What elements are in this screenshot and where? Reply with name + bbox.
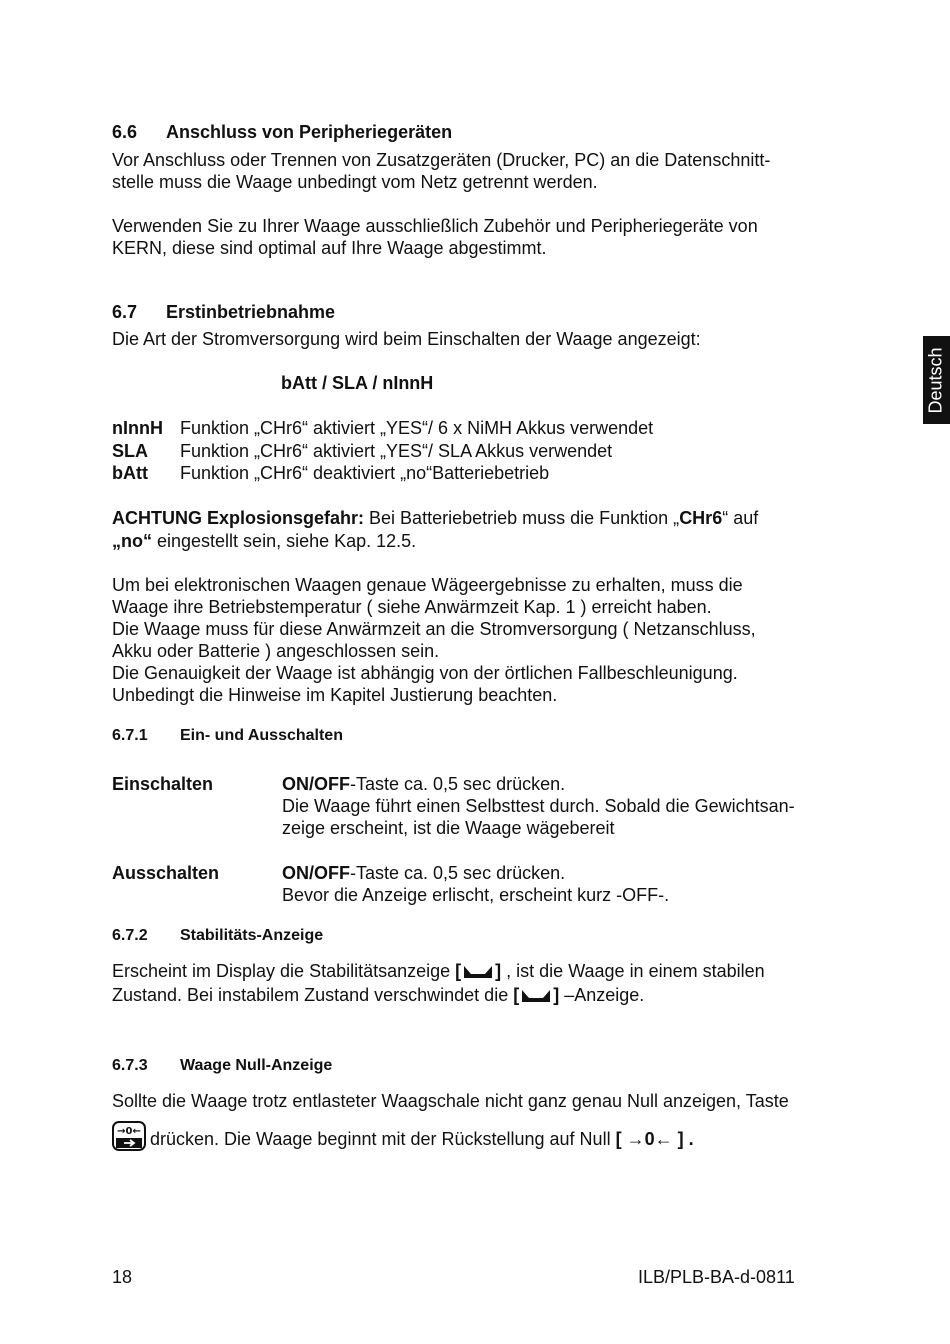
section-6-7-2-number: 6.7.2 <box>112 927 148 944</box>
s67-para-line: Um bei elektronischen Waagen genaue Wägeergebnisse zu erhalten, muss die <box>112 575 743 595</box>
zero-line2 <box>112 1121 694 1151</box>
s67-para-line: Waage ihre Betriebstemperatur ( siehe Anwärmzeit Kap. 1 ) erreicht haben. <box>112 597 712 617</box>
def-term: nInnH <box>112 418 163 438</box>
bracket-close: ] <box>495 961 502 981</box>
stab-text: Zustand. Bei instabilem Zustand verschwindet die <box>112 985 514 1005</box>
stab-text: –Anzeige. <box>559 985 645 1005</box>
warning-line2 <box>112 530 416 552</box>
section-6-6-number: 6.6 <box>112 122 138 142</box>
off-term: Ausschalten <box>112 863 220 883</box>
s67-para-line: Die Waage muss für diese Anwärmzeit an die Stromversorgung ( Netzanschluss, <box>112 619 756 639</box>
def-desc: Funktion „CHr6“ aktiviert „YES“/ SLA Akkus verwendet <box>180 441 613 461</box>
on-line3: zeige erscheint, ist die Waage wägebereit <box>282 818 615 838</box>
bracket-close: ] <box>553 985 560 1005</box>
warning-text: eingestellt sein, siehe Kap. 12.5. <box>152 531 417 551</box>
zero-key-label: →0← <box>117 1126 141 1137</box>
on-line1 <box>282 773 565 795</box>
warning-chr6: CHr6 <box>679 508 723 528</box>
language-tab <box>923 336 950 424</box>
document-id: ILB/PLB-BA-d-0811 <box>638 1267 795 1287</box>
section-6-7-2-title: Stabilitäts-Anzeige <box>180 927 324 944</box>
section-6-6-title: Anschluss von Peripheriegeräten <box>166 122 453 142</box>
onoff-key: ON/OFF <box>282 774 350 794</box>
zero-symbol: [ →0← ] . <box>615 1129 694 1149</box>
s67-para-line: Unbedingt die Hinweise im Kapitel Justierung beachten. <box>112 685 558 705</box>
section-6-7-3-number: 6.7.3 <box>112 1057 148 1074</box>
stability-icon <box>463 965 493 979</box>
section-6-7-1-number: 6.7.1 <box>112 727 148 744</box>
warning-no: „no“ <box>112 531 152 551</box>
s67-para-line: Akku oder Batterie ) angeschlossen sein. <box>112 641 440 661</box>
bracket-open: [ <box>455 961 462 981</box>
zero-key-icon <box>112 1121 146 1151</box>
stab-text: , ist die Waage in einem stabilen <box>501 961 765 981</box>
language-tab-label: Deutsch <box>926 346 947 414</box>
on-line1-text: -Taste ca. 0,5 sec drücken. <box>350 774 566 794</box>
s66-p1-line2: stelle muss die Waage unbedingt vom Netz getrennt werden. <box>112 172 598 192</box>
section-6-7-1-title: Ein- und Ausschalten <box>180 727 343 744</box>
off-line1 <box>282 862 565 884</box>
off-line2: Bevor die Anzeige erlischt, erscheint kurz -OFF-. <box>282 885 670 905</box>
def-desc: Funktion „CHr6“ aktiviert „YES“/ 6 x NiMH Akkus verwendet <box>180 418 654 438</box>
def-desc: Funktion „CHr6“ deaktiviert „no“Batteriebetrieb <box>180 463 550 483</box>
s66-p2-line2: KERN, diese sind optimal auf Ihre Waage abgestimmt. <box>112 238 547 258</box>
warning-label: ACHTUNG Explosionsgefahr: <box>112 508 365 528</box>
warning-text: “ auf <box>722 508 759 528</box>
section-6-7-number: 6.7 <box>112 302 138 322</box>
stab-line2 <box>112 984 644 1006</box>
zero-line1: Sollte die Waage trotz entlasteter Waagschale nicht ganz genau Null anzeigen, Taste <box>112 1091 789 1111</box>
warning-line1 <box>112 507 758 529</box>
def-term: SLA <box>112 441 148 461</box>
bracket-open: [ <box>513 985 520 1005</box>
s67-para-line: Die Genauigkeit der Waage ist abhängig von der örtlichen Fallbeschleunigung. <box>112 663 738 683</box>
off-line1-text: -Taste ca. 0,5 sec drücken. <box>350 863 566 883</box>
zero-text: drücken. Die Waage beginnt mit der Rückstellung auf Null <box>150 1129 616 1149</box>
def-term: bAtt <box>112 463 148 483</box>
stability-icon <box>521 989 551 1003</box>
on-term: Einschalten <box>112 774 214 794</box>
stab-text: Erscheint im Display die Stabilitätsanzeige <box>112 961 456 981</box>
section-6-7-3-title: Waage Null-Anzeige <box>180 1057 333 1074</box>
s66-p2-line1: Verwenden Sie zu Ihrer Waage ausschließlich Zubehör und Peripheriegeräte von <box>112 216 758 236</box>
on-line2: Die Waage führt einen Selbsttest durch. Sobald die Gewichtsan- <box>282 796 795 816</box>
onoff-key: ON/OFF <box>282 863 350 883</box>
warning-text: Bei Batteriebetrieb muss die Funktion „ <box>364 508 680 528</box>
page-number: 18 <box>112 1267 133 1287</box>
stab-line1 <box>112 960 765 982</box>
section-6-7-title: Erstinbetriebnahme <box>166 302 336 322</box>
display-values: bAtt / SLA / nInnH <box>281 373 434 393</box>
s67-intro: Die Art der Stromversorgung wird beim Einschalten der Waage angezeigt: <box>112 329 701 349</box>
s66-p1-line1: Vor Anschluss oder Trennen von Zusatzgeräten (Drucker, PC) an die Datenschnitt- <box>112 150 771 170</box>
